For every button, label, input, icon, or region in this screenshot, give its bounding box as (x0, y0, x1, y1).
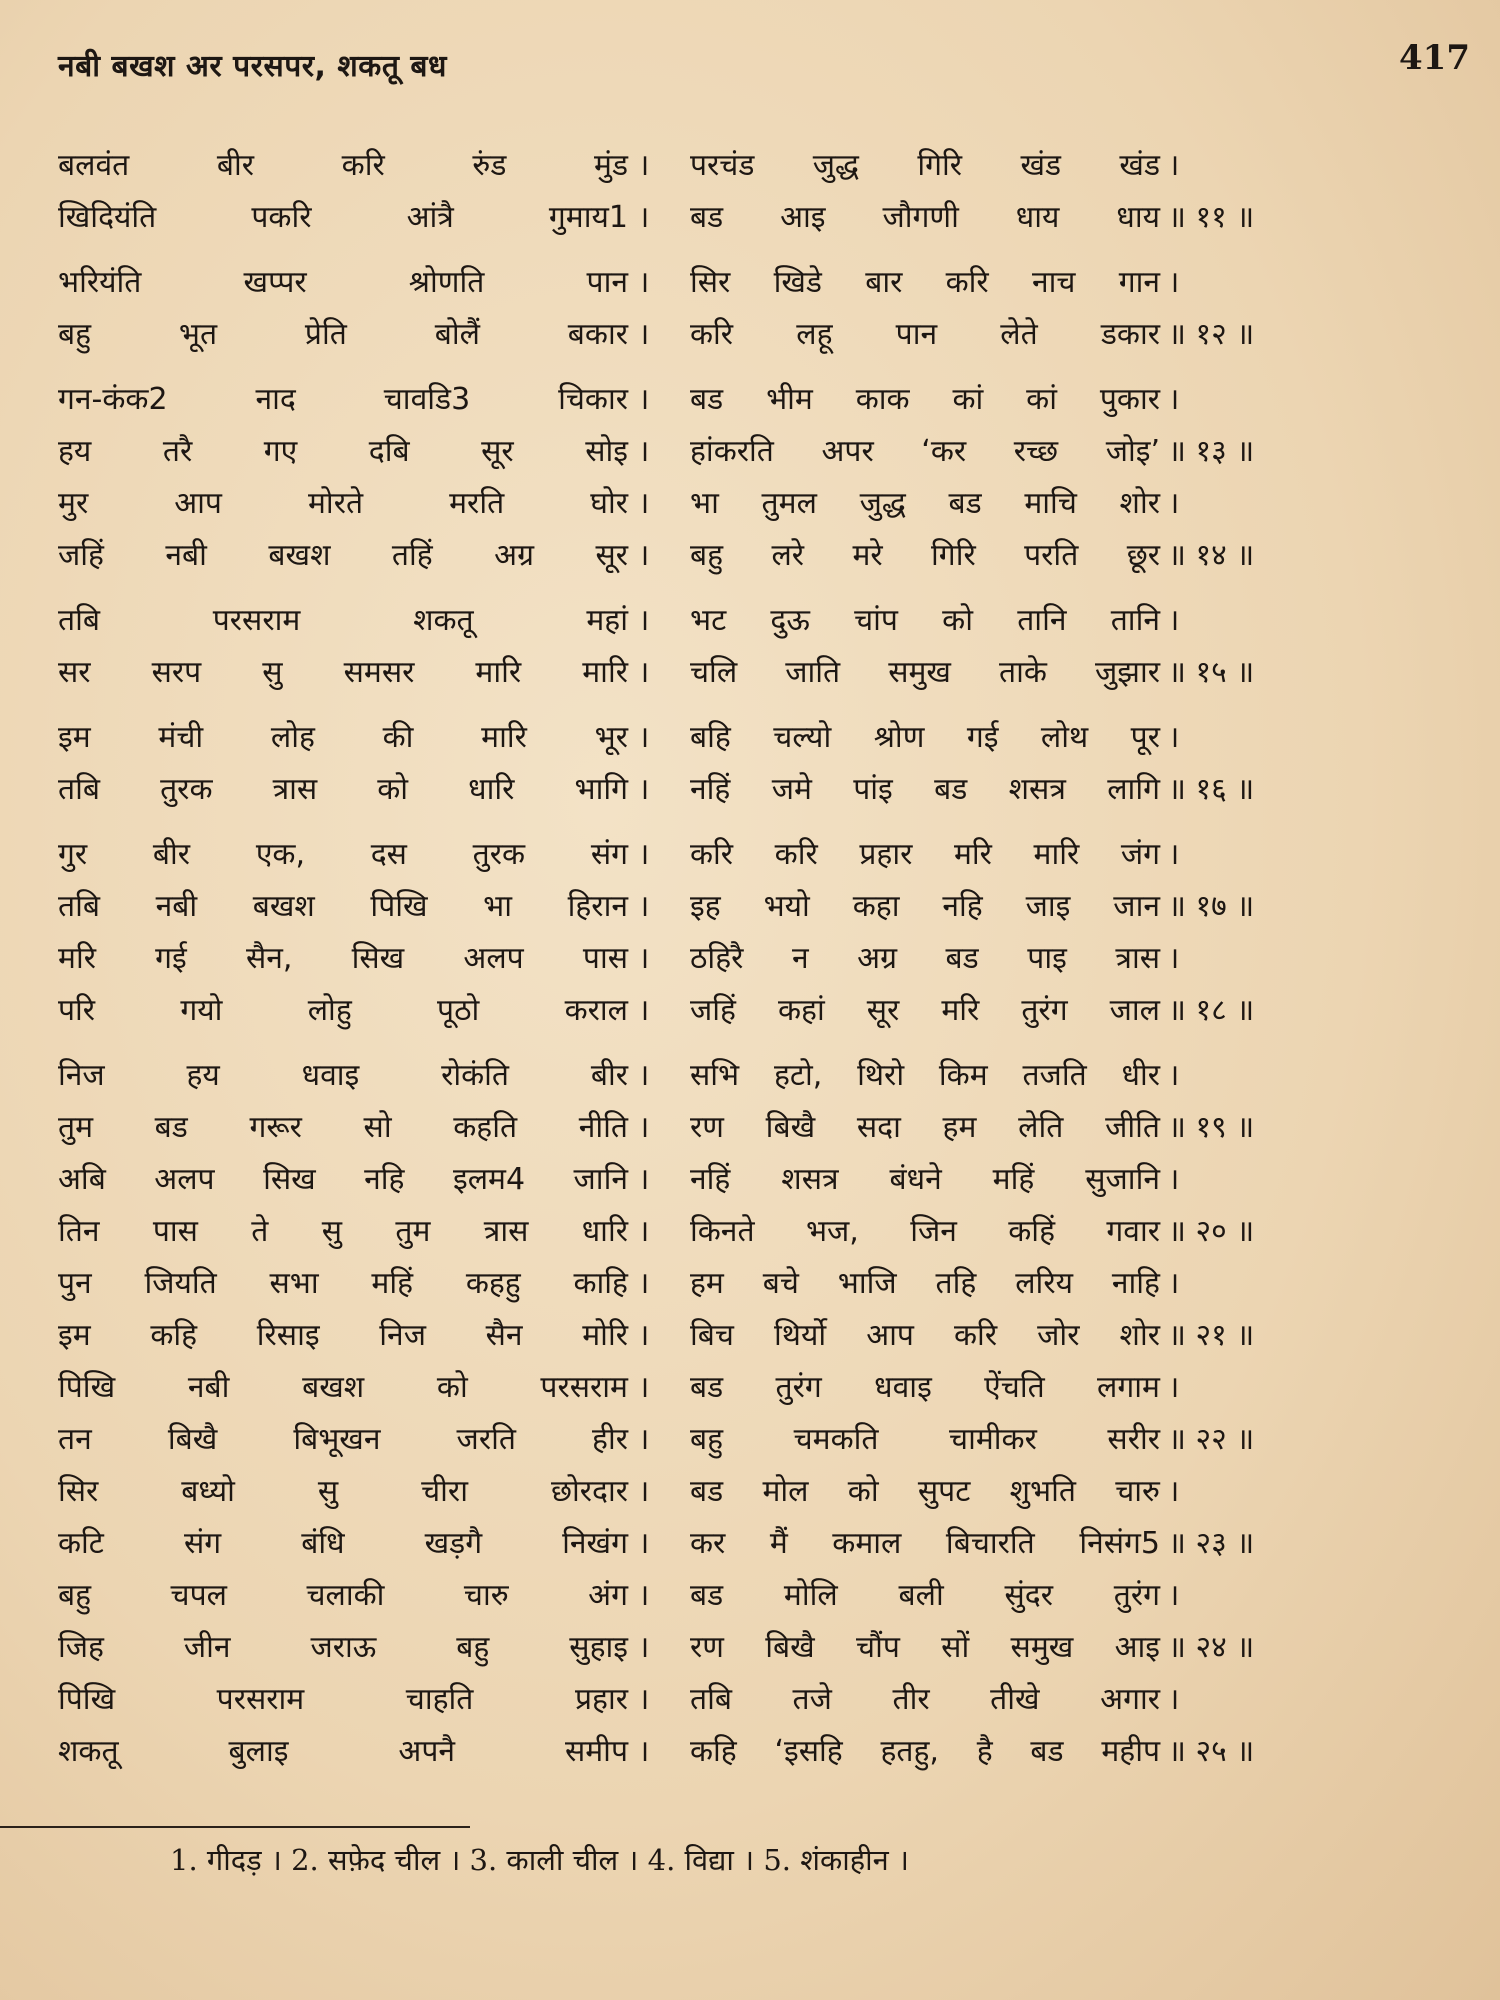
line-end-mark: ॥ १६ ॥ (1168, 772, 1255, 807)
line-end-mark: ॥ १८ ॥ (1168, 993, 1255, 1028)
first-hemistich: निज हय धवाइ रोकंति बीर (58, 1058, 628, 1093)
verse-line (58, 1310, 1348, 1362)
half-line-danda: । (638, 382, 650, 417)
first-hemistich: गन-कंक2 नाद चावडि3 चिकार (58, 382, 628, 417)
second-hemistich: परचंड जुद्ध गिरि खंड खंड (690, 148, 1160, 183)
second-hemistich: हम बचे भाजि तहि लरिय नाहि (690, 1266, 1160, 1301)
first-hemistich: जहिं नबी बखश तहिं अग्र सूर (58, 538, 628, 573)
first-hemistich: भरियंति खप्पर श्रोणति पान (58, 265, 628, 300)
second-hemistich: जहिं कहां सूर मरि तुरंग जाल (690, 993, 1160, 1028)
second-hemistich: तबि तजे तीर तीखे अगार (690, 1682, 1160, 1717)
second-hemistich: बड मोलि बली सुंदर तुरंग (690, 1578, 1160, 1613)
verse-line (58, 712, 1348, 764)
verse-line (58, 647, 1348, 699)
line-end-mark: । (1168, 1682, 1180, 1717)
half-line-danda: । (638, 1214, 650, 1249)
second-hemistich: सभि हटो, थिरो किम तजति धीर (690, 1058, 1160, 1093)
first-hemistich: तन बिखै बिभूखन जरति हीर (58, 1422, 628, 1457)
second-hemistich: सिर खिडे बार करि नाच गान (690, 265, 1160, 300)
stanza (58, 712, 1348, 816)
half-line-danda: । (638, 655, 650, 690)
verse-line (58, 1050, 1348, 1102)
second-hemistich: करि लहू पान लेते डकार (690, 317, 1160, 352)
line-end-mark: । (1168, 837, 1180, 872)
first-hemistich: पुन जियति सभा महिं कहहु काहि (58, 1266, 628, 1301)
second-hemistich: बड भीम काक कां कां पुकार (690, 382, 1160, 417)
second-hemistich: भट दुऊ चांप को तानि तानि (690, 603, 1160, 638)
line-end-mark: ॥ १४ ॥ (1168, 538, 1255, 573)
first-hemistich: पिखि परसराम चाहति प्रहार (58, 1682, 628, 1717)
first-hemistich: परि गयो लोहु पूठो कराल (58, 993, 628, 1028)
first-hemistich: मुर आप मोरते मरति घोर (58, 486, 628, 521)
first-hemistich: तिन पास ते सु तुम त्रास धारि (58, 1214, 628, 1249)
running-title: नबी बखश अर परसपर, शकतू बध (58, 49, 447, 84)
half-line-danda: । (638, 538, 650, 573)
stanza (58, 374, 1348, 582)
second-hemistich: नहिं जमे पांइ बड शसत्र लागि (690, 772, 1160, 807)
line-end-mark: । (1168, 265, 1180, 300)
line-end-mark: । (1168, 382, 1180, 417)
verse-line (58, 374, 1348, 426)
second-hemistich: बहि चल्यो श्रोण गई लोथ पूर (690, 720, 1160, 755)
stanza (58, 595, 1348, 699)
verse-line (58, 764, 1348, 816)
half-line-danda: । (638, 1474, 650, 1509)
second-hemistich: बड आइ जौगणी धाय धाय (690, 200, 1160, 235)
first-hemistich: कटि संग बंधि खड़गै निखंग (58, 1526, 628, 1561)
second-hemistich: बड तुरंग धवाइ ऐंचति लगाम (690, 1370, 1160, 1405)
first-hemistich: हय तरै गए दबि सूर सोइ (58, 434, 628, 469)
second-hemistich: बहु चमकति चामीकर सरीर (690, 1422, 1160, 1457)
second-hemistich: नहिं शसत्र बंधने महिं सुजानि (690, 1162, 1160, 1197)
line-end-mark: । (1168, 1578, 1180, 1613)
first-hemistich: सिर बध्यो सु चीरा छोरदार (58, 1474, 628, 1509)
first-hemistich: मरि गई सैन, सिख अलप पास (58, 941, 628, 976)
second-hemistich: हांकरति अपर ‘कर रच्छ जोइ’ (690, 434, 1160, 469)
stanza (58, 257, 1348, 361)
second-hemistich: भा तुमल जुद्ध बड माचि शोर (690, 486, 1160, 521)
first-hemistich: तबि परसराम शकतू महां (58, 603, 628, 638)
first-hemistich: बलवंत बीर करि रुंड मुंड (58, 148, 628, 183)
stanza (58, 140, 1348, 244)
stanza (58, 829, 1348, 1037)
half-line-danda: । (638, 1110, 650, 1145)
half-line-danda: । (638, 1370, 650, 1405)
line-end-mark: ॥ १५ ॥ (1168, 655, 1255, 690)
second-hemistich: ठहिरै न अग्र बड पाइ त्रास (690, 941, 1160, 976)
half-line-danda: । (638, 941, 650, 976)
first-hemistich: जिह जीन जराऊ बहु सुहाइ (58, 1630, 628, 1665)
verse-line (58, 595, 1348, 647)
verse-line (58, 257, 1348, 309)
line-end-mark: । (1168, 486, 1180, 521)
half-line-danda: । (638, 603, 650, 638)
line-end-mark: । (1168, 603, 1180, 638)
footnotes: 1. गीदड़ । 2. सफ़ेद चील । 3. काली चील । 4. विद्या । 5. शंकाहीन । (170, 1843, 909, 1877)
first-hemistich: इम कहि रिसाइ निज सैन मोरि (58, 1318, 628, 1353)
verse-line (58, 1414, 1348, 1466)
line-end-mark: ॥ ११ ॥ (1168, 200, 1255, 235)
half-line-danda: । (638, 434, 650, 469)
half-line-danda: । (638, 1266, 650, 1301)
footnote-rule (0, 1826, 470, 1828)
line-end-mark: । (1168, 1266, 1180, 1301)
stanza (58, 1050, 1348, 1778)
verse-line (58, 1570, 1348, 1622)
line-end-mark: ॥ १२ ॥ (1168, 317, 1255, 352)
line-end-mark: ॥ २५ ॥ (1168, 1734, 1255, 1769)
line-end-mark: । (1168, 1370, 1180, 1405)
second-hemistich: कहि ‘इसहि हतहु, है बड महीप (690, 1734, 1160, 1769)
verse-line (58, 829, 1348, 881)
page-number: 417 (1399, 38, 1470, 78)
first-hemistich: तुम बड गरूर सो कहति नीति (58, 1110, 628, 1145)
verse-line (58, 1674, 1348, 1726)
half-line-danda: । (638, 317, 650, 352)
verse-line (58, 478, 1348, 530)
half-line-danda: । (638, 1734, 650, 1769)
verse-line (58, 1154, 1348, 1206)
second-hemistich: बहु लरे मरे गिरि परति छूर (690, 538, 1160, 573)
first-hemistich: बहु चपल चलाकी चारु अंग (58, 1578, 628, 1613)
verse-line (58, 1102, 1348, 1154)
line-end-mark: । (1168, 1058, 1180, 1093)
second-hemistich: करि करि प्रहार मरि मारि जंग (690, 837, 1160, 872)
line-end-mark: ॥ २४ ॥ (1168, 1630, 1255, 1665)
first-hemistich: शकतू बुलाइ अपनै समीप (58, 1734, 628, 1769)
verse-line (58, 309, 1348, 361)
line-end-mark: ॥ १९ ॥ (1168, 1110, 1255, 1145)
second-hemistich: बिच थिर्यो आप करि जोर शोर (690, 1318, 1160, 1353)
half-line-danda: । (638, 1682, 650, 1717)
second-hemistich: किनते भज, जिन कहिं गवार (690, 1214, 1160, 1249)
page-header (58, 38, 1470, 88)
line-end-mark: ॥ १७ ॥ (1168, 889, 1255, 924)
line-end-mark: । (1168, 720, 1180, 755)
verse-line (58, 1518, 1348, 1570)
half-line-danda: । (638, 1318, 650, 1353)
half-line-danda: । (638, 1578, 650, 1613)
half-line-danda: । (638, 1526, 650, 1561)
half-line-danda: । (638, 1630, 650, 1665)
half-line-danda: । (638, 772, 650, 807)
line-end-mark: ॥ २२ ॥ (1168, 1422, 1255, 1457)
first-hemistich: पिखि नबी बखश को परसराम (58, 1370, 628, 1405)
half-line-danda: । (638, 1058, 650, 1093)
line-end-mark: ॥ २३ ॥ (1168, 1526, 1255, 1561)
first-hemistich: गुर बीर एक, दस तुरक संग (58, 837, 628, 872)
line-end-mark: । (1168, 1474, 1180, 1509)
half-line-danda: । (638, 200, 650, 235)
half-line-danda: । (638, 720, 650, 755)
first-hemistich: इम मंची लोह की मारि भूर (58, 720, 628, 755)
first-hemistich: तबि नबी बखश पिखि भा हिरान (58, 889, 628, 924)
half-line-danda: । (638, 265, 650, 300)
verse-body (58, 140, 1348, 1791)
second-hemistich: चलि जाति समुख ताके जुझार (690, 655, 1160, 690)
verse-line (58, 881, 1348, 933)
first-hemistich: अबि अलप सिख नहि इलम4 जानि (58, 1162, 628, 1197)
verse-line (58, 985, 1348, 1037)
half-line-danda: । (638, 486, 650, 521)
half-line-danda: । (638, 889, 650, 924)
second-hemistich: रण बिखै चौंप सों समुख आइ (690, 1630, 1160, 1665)
second-hemistich: कर मैं कमाल बिचारति निसंग5 (690, 1526, 1160, 1561)
verse-line (58, 933, 1348, 985)
first-hemistich: सर सरप सु समसर मारि मारि (58, 655, 628, 690)
line-end-mark: । (1168, 148, 1180, 183)
verse-line (58, 1466, 1348, 1518)
line-end-mark: । (1168, 1162, 1180, 1197)
half-line-danda: । (638, 993, 650, 1028)
verse-line (58, 426, 1348, 478)
first-hemistich: खिदियंति पकरि आंत्रै गुमाय1 (58, 200, 628, 235)
second-hemistich: इह भयो कहा नहि जाइ जान (690, 889, 1160, 924)
half-line-danda: । (638, 148, 650, 183)
verse-line (58, 1258, 1348, 1310)
verse-line (58, 1726, 1348, 1778)
line-end-mark: । (1168, 941, 1180, 976)
first-hemistich: बहु भूत प्रेति बोलैं बकार (58, 317, 628, 352)
half-line-danda: । (638, 1162, 650, 1197)
half-line-danda: । (638, 837, 650, 872)
verse-line (58, 530, 1348, 582)
second-hemistich: रण बिखै सदा हम लेति जीति (690, 1110, 1160, 1145)
verse-line (58, 1362, 1348, 1414)
half-line-danda: । (638, 1422, 650, 1457)
verse-line (58, 1622, 1348, 1674)
verse-line (58, 140, 1348, 192)
line-end-mark: ॥ १३ ॥ (1168, 434, 1255, 469)
line-end-mark: ॥ २१ ॥ (1168, 1318, 1255, 1353)
verse-line (58, 192, 1348, 244)
second-hemistich: बड मोल को सुपट शुभति चारु (690, 1474, 1160, 1509)
verse-line (58, 1206, 1348, 1258)
line-end-mark: ॥ २० ॥ (1168, 1214, 1255, 1249)
first-hemistich: तबि तुरक त्रास को धारि भागि (58, 772, 628, 807)
